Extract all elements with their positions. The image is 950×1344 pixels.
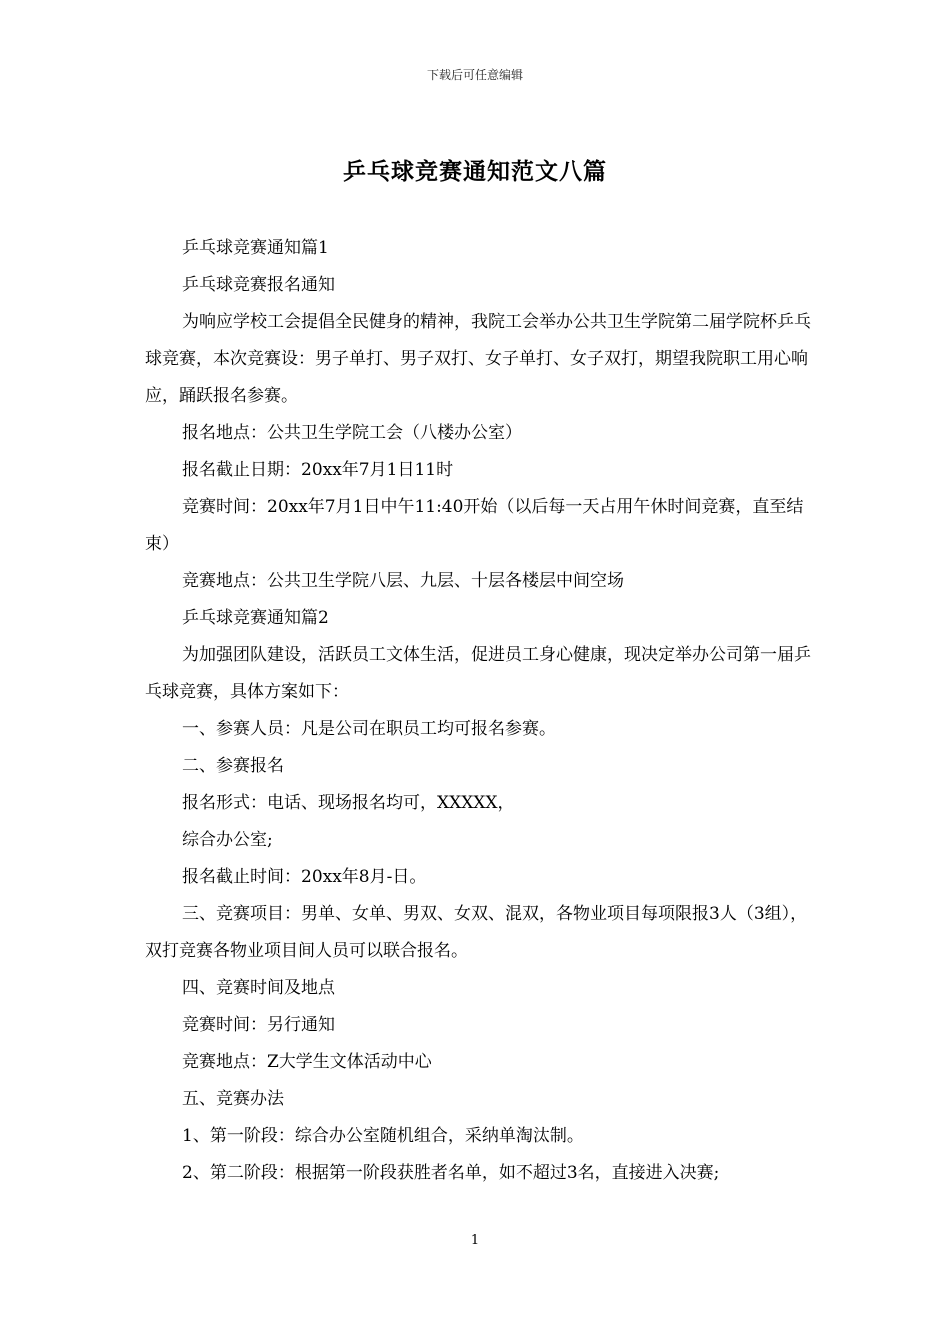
paragraph: 竞赛时间：20xx年7月1日中午11:40开始（以后每一天占用午休时间竞赛，直至结束） bbox=[145, 497, 804, 554]
paragraph: 报名形式：电话、现场报名均可，XXXXX， bbox=[182, 793, 515, 813]
document-title: 乒乓球竞赛通知范文八篇 bbox=[343, 158, 607, 185]
paragraph: 为加强团队建设，活跃员工文体生活，促进员工身心健康，现决定举办公司第一届乒乓球竞赛，具体方案如下： bbox=[145, 645, 811, 702]
paragraph: 四、竞赛时间及地点 bbox=[182, 978, 335, 998]
paragraph: 乒乓球竞赛通知篇1 bbox=[182, 238, 329, 258]
paragraph: 乒乓球竞赛报名通知 bbox=[182, 275, 335, 295]
paragraph: 报名截止时间：20xx年8月-日。 bbox=[182, 867, 427, 887]
paragraph: 综合办公室; bbox=[182, 830, 273, 850]
paragraph: 竞赛地点：公共卫生学院八层、九层、十层各楼层中间空场 bbox=[182, 571, 624, 591]
paragraph: 五、竞赛办法 bbox=[182, 1089, 284, 1109]
paragraph: 三、竞赛项目：男单、女单、男双、女双、混双，各物业项目每项限报3人（3组），双打竞赛各物业项目间人员可以联合报名。 bbox=[145, 904, 808, 961]
page-header: 下载后可任意编辑 bbox=[426, 68, 523, 82]
paragraph: 报名截止日期：20xx年7月1日11时 bbox=[182, 460, 454, 480]
document-body bbox=[145, 230, 820, 1192]
page-number: 1 bbox=[470, 1233, 480, 1248]
paragraph: 竞赛时间：另行通知 bbox=[182, 1015, 335, 1035]
paragraph: 为响应学校工会提倡全民健身的精神，我院工会举办公共卫生学院第二届学院杯乒乓球竞赛，本次竞赛设：男子单打、男子双打、女子单打、女子双打，期望我院职工用心响应，踊跃报名参赛。 bbox=[145, 312, 811, 406]
paragraph: 1、第一阶段：综合办公室随机组合，采纳单淘汰制。 bbox=[182, 1126, 584, 1146]
paragraph: 2、第二阶段：根据第一阶段获胜者名单，如不超过3名，直接进入决赛; bbox=[182, 1163, 720, 1183]
paragraph: 乒乓球竞赛通知篇2 bbox=[182, 608, 329, 628]
paragraph: 竞赛地点：Z大学生文体活动中心 bbox=[182, 1052, 432, 1072]
paragraph: 二、参赛报名 bbox=[182, 756, 284, 776]
paragraph: 报名地点：公共卫生学院工会（八楼办公室） bbox=[182, 423, 522, 443]
paragraph: 一、参赛人员：凡是公司在职员工均可报名参赛。 bbox=[182, 719, 556, 739]
